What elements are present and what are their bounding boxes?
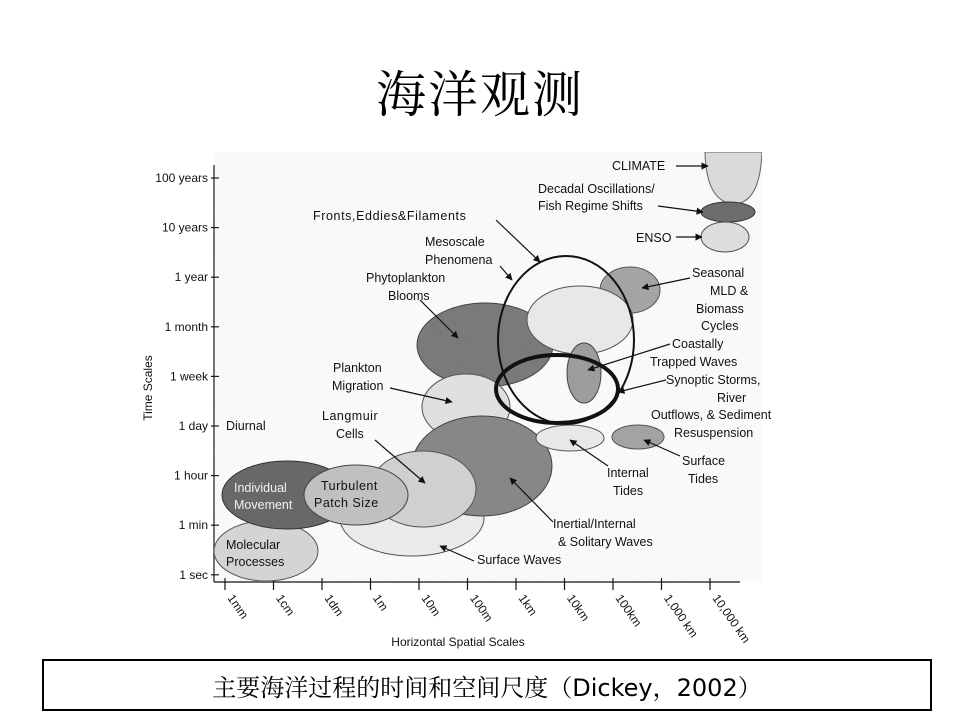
- x-tick-label: 10m: [418, 591, 444, 619]
- y-tick-label: 10 years: [161, 220, 208, 235]
- coastally-trapped-ellipse: [567, 343, 601, 403]
- coastal-label-2: Trapped Waves: [650, 355, 738, 369]
- y-ticks: [155, 171, 219, 582]
- x-tick-label: 100km: [612, 591, 645, 630]
- x-tick-label: 10,000 km: [709, 591, 754, 646]
- molecular-label-1: Molecular: [226, 538, 281, 552]
- decadal-label-1: Decadal Oscillations/: [538, 182, 655, 196]
- individual-label-2: Movement: [234, 498, 293, 512]
- y-tick-label: 1 week: [169, 369, 208, 384]
- x-tick-label: 100m: [467, 591, 496, 625]
- inertial-label-2: & Solitary Waves: [558, 535, 653, 549]
- langmuir-label-1: Langmuir: [322, 409, 379, 423]
- x-tick-label: 1,000 km: [661, 591, 701, 641]
- turbulent-patch-ellipse: [304, 465, 408, 525]
- turbulent-label-1: Turbulent: [321, 479, 378, 493]
- page-title: 海洋观测: [376, 66, 584, 124]
- y-tick-label: 1 year: [174, 270, 208, 285]
- synoptic-label-1: Synoptic Storms,: [666, 373, 761, 387]
- seasonal-label-1: Seasonal: [692, 266, 745, 280]
- turbulent-label-2: Patch Size: [314, 496, 379, 510]
- climate-label: CLIMATE: [612, 159, 666, 173]
- plankton-label-1: Plankton: [333, 361, 382, 375]
- plankton-label-2: Migration: [332, 379, 384, 393]
- phytoplankton-label-1: Phytoplankton: [366, 271, 446, 285]
- molecular-label-2: Processes: [226, 555, 285, 569]
- y-tick-label: 1 hour: [173, 468, 208, 483]
- surface-tides-label-1: Surface: [682, 454, 726, 468]
- mesoscale-label-2: Phenomena: [425, 253, 493, 267]
- inertial-label-1: Inertial/Internal: [553, 517, 636, 531]
- x-tick-label: 10km: [564, 591, 593, 624]
- diurnal-label: Diurnal: [226, 419, 266, 433]
- y-axis-title: Time Scales: [141, 355, 155, 421]
- y-tick-label: 1 sec: [179, 567, 208, 582]
- seasonal-label-2: MLD &: [710, 284, 749, 298]
- fronts-label: Fronts,Eddies&Filaments: [313, 209, 467, 223]
- synoptic-label-2: River: [717, 391, 747, 405]
- surface-tides-label-2: Tides: [688, 472, 719, 486]
- y-tick-label: 1 min: [178, 518, 208, 533]
- surface-waves-label: Surface Waves: [477, 553, 562, 567]
- seasonal-label-3: Biomass: [696, 302, 744, 316]
- x-tick-label: 1cm: [273, 591, 298, 619]
- figure-caption: 主要海洋过程的时间和空间尺度（Dickey，2002）: [42, 659, 932, 711]
- x-axis-title: Horizontal Spatial Scales: [391, 635, 525, 649]
- x-tick-label: 1dm: [321, 591, 347, 619]
- y-tick-label: 100 years: [155, 171, 208, 185]
- x-tick-label: 1m: [370, 591, 392, 614]
- synoptic-storms-outline: [496, 355, 618, 423]
- phytoplankton-label-2: Blooms: [388, 289, 430, 303]
- enso-label: ENSO: [636, 231, 672, 245]
- individual-label-1: Individual: [234, 481, 287, 495]
- y-tick-label: 1 month: [164, 319, 208, 334]
- decadal-label-2: Fish Regime Shifts: [538, 199, 643, 213]
- decadal-ellipse: [701, 202, 755, 222]
- x-tick-label: 1mm: [224, 591, 252, 622]
- internal-tides-label-1: Internal: [607, 466, 649, 480]
- synoptic-label-4: Resuspension: [674, 426, 754, 440]
- internal-tides-label-2: Tides: [613, 484, 644, 498]
- y-tick-label: 1 day: [178, 419, 208, 433]
- internal-tides-ellipse: [536, 425, 604, 451]
- x-tick-label: 1km: [515, 591, 541, 619]
- langmuir-label-2: Cells: [336, 427, 364, 441]
- mesoscale-label-1: Mesoscale: [425, 235, 485, 249]
- enso-ellipse: [701, 222, 749, 252]
- coastal-label-1: Coastally: [672, 337, 724, 351]
- climate-region: [705, 152, 762, 204]
- synoptic-label-3: Outflows, & Sediment: [651, 408, 772, 422]
- seasonal-label-4: Cycles: [701, 319, 739, 333]
